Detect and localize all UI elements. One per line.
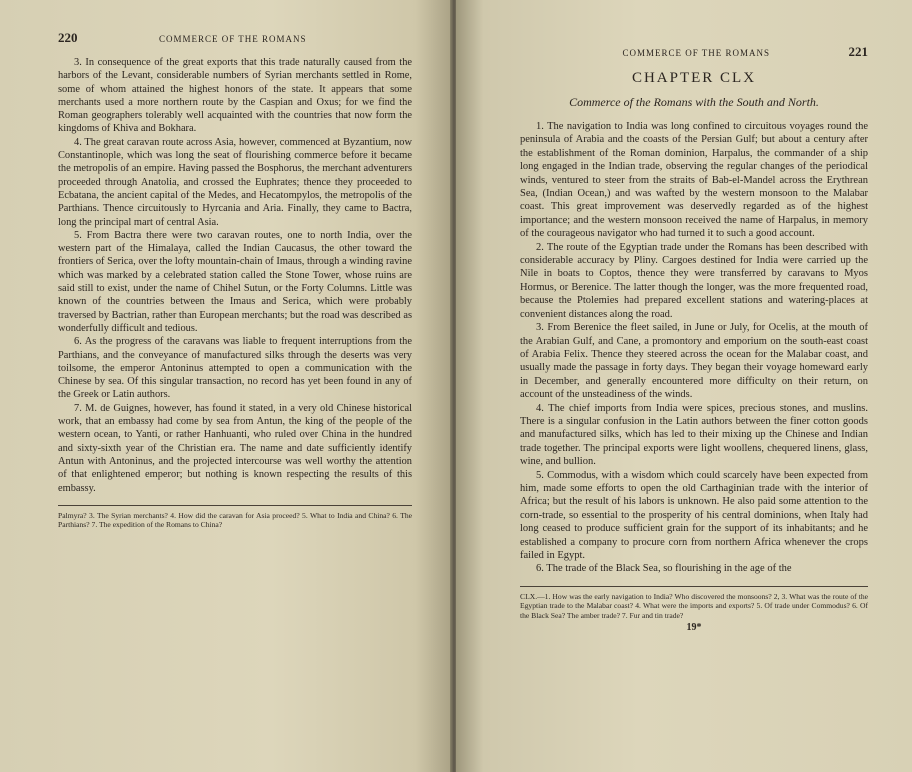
right-running-title: COMMERCE OF THE ROMANS	[622, 48, 771, 58]
left-page	[0, 0, 452, 772]
left-paragraph-5: 5. From Bactra there were two caravan routes, one to north India, over the western part of the Himalaya, called the Indian Caucasus, the other toward the frontiers of Serica, over the lofty mountain-chain of Imaus, through a winding ravine which was marked by a celebrated station called the Stone Tower, whose ruins are said still to exist, under the name of Chihel Sutun, or the Forty Columns. Little was known of the countries between the Imaus and Serica, which were probably traversed by Bactrian, rather than European merchants; but the road was described as wonderfully difficult and tedious.	[58, 229, 413, 334]
left-paragraph-4: 4. The great caravan route across Asia, however, commenced at Byzantium, now Constantinople, which was long the seat of flourishing commerce before it became the metropolis of an empire. Having passed the Bosphorus, the merchant adventurers proceeded through Anatolia, and crossed the Euphrates; thence they proceeded to Ecbatana, the ancient capital of the Medes, and Hecatompylos, the metropolis of the Parthians. Thence circuitously to Hyrcania and Aria. Finally, they came to Bactra, long the principal mart of central Asia.	[58, 136, 412, 228]
right-paragraph-2: 2. The route of the Egyptian trade under the Romans has been described with considerable accuracy by Pliny. Cargoes destined for India were carried up the Nile in boats to Coptos, thence they were transferred by caravans to Myos Hormus, or Berenice. The latter though the longer, was the more frequented road, because the Ptolemies had prepared excellent stations and watering-places at convenient distances along the road.	[520, 241, 868, 320]
right-footnote: CLX.—1. How was the early navigation to India? Who discovered the monsoons? 2, 3. What was the route of the Egyptian trade to the Malabar coast? 4. What were the imports and exports? 5. Of trade under Commodus? 6. Of the Black Sea? The amber trade? 7. Fur and tin trade?	[520, 591, 868, 620]
right-paragraph-1: 1. The navigation to India was long confined to circuitous voyages round the peninsula of Arabia and the coasts of the Persian Gulf; but about a century after the establishment of the Roman dominion, Harpalus, the commander of a ship long engaged in the Indian trade, observing the regular changes of the periodical winds, ventured to steer from the straits of Bab-el-Mandel across the Erythrean Sea, (Indian Ocean,) and was wafted by the western monsoon to the Malabar coast. This great improvement was deservedly regarded as of the highest importance; and the western monsoon received the name of Harpalus, in memory of the courageous navigator who had turned it to such a good account.	[520, 121, 868, 240]
right-paragraph-5: 5. Commodus, with a wisdom which could scarcely have been expected from him, made some efforts to open the old Carthaginian trade with the interior of Africa; but the result of his labors is unknown. He also paid some attention to the corn-trade, so essential to the prosperity of his central dominions, when Italy had long ceased to produce sufficient grain for the support of its inhabitants; and he established a company to procure corn from northern Africa whenever the crops failed in Egypt.	[520, 469, 868, 561]
left-paragraph-6: 6. As the progress of the caravans was liable to frequent interruptions from the Parthians, and the conveyance of manufactured silks through the deserts was very toilsome, the emperor Antoninus attempted to open a communication with the Chinese by sea. Of this singular transaction, no record has yet been found in any of the Greek or Latin authors.	[58, 336, 412, 401]
left-footnote-rule	[58, 505, 412, 506]
right-page-number: 221	[848, 44, 868, 59]
right-page	[456, 0, 912, 772]
left-footnote: Palmyra? 3. The Syrian merchants? 4. How did the caravan for Asia proceed? 5. What to India and China? 6. The Parthians? 7. The expedition of the Romans to China?	[58, 510, 412, 530]
right-paragraph-6: 6. The trade of the Black Sea, so flourishing in the age of the	[536, 563, 792, 575]
chapter-subtitle: Commerce of the Romans with the South and North.	[569, 95, 819, 109]
right-paragraph-4: 4. The chief imports from India were spices, precious stones, and muslins. There is a singular confusion in the Latin authors between the finer cotton goods and manufactured silks, which has led to their mixing up the Chinese and Indian trade together. The principal exports were light woollens, chequered linens, glass, wine, and bullion.	[520, 402, 868, 468]
left-page-number: 220	[58, 30, 78, 45]
left-running-head	[58, 30, 412, 46]
right-running-head	[520, 44, 868, 60]
chapter-heading: CHAPTER CLX	[631, 70, 757, 86]
right-footnote-rule	[520, 586, 868, 587]
left-paragraph-3: 3. In consequence of the great exports that this trade naturally caused from the harbors of the Levant, considerable numbers of Syrian merchants settled in Rome, some of whom attained the highest honors of the state. It appears that some merchants used a more northern route by the Caspian and Oxus; for we find the Roman geographers tolerably well acquainted with the countries that now form the kingdoms of Khiva and Bokhara.	[58, 57, 412, 135]
signature-mark: 19*	[686, 622, 702, 634]
left-running-title: COMMERCE OF THE ROMANS	[158, 34, 307, 44]
right-paragraph-3: 3. From Berenice the fleet sailed, in June or July, for Ocelis, at the mouth of the Arabian Gulf, and Cane, a promontory and emporium on the south-east coast of Arabia Felix. Thence they steered across the ocean for the Malabar coast, and usually made the passage in forty days. They began their voyage homeward early in December, and generally encountered more difficulty on their return, on account of the unsteadiness of the winds.	[520, 322, 868, 401]
left-paragraph-7: 7. M. de Guignes, however, has found it stated, in a very old Chinese historical work, that an embassy had come by sea from Antun, the king of the people of the western ocean, to Yanti, or rather Hanhuanti, who ruled over China in the hundred and sixty-sixth year of the Christian era. The name and date sufficiently identify Antun with Antoninus, and the projected intercourse was well worthy the attention of that enlightened emperor; but nothing is known respecting the results of this embassy.	[58, 402, 412, 494]
